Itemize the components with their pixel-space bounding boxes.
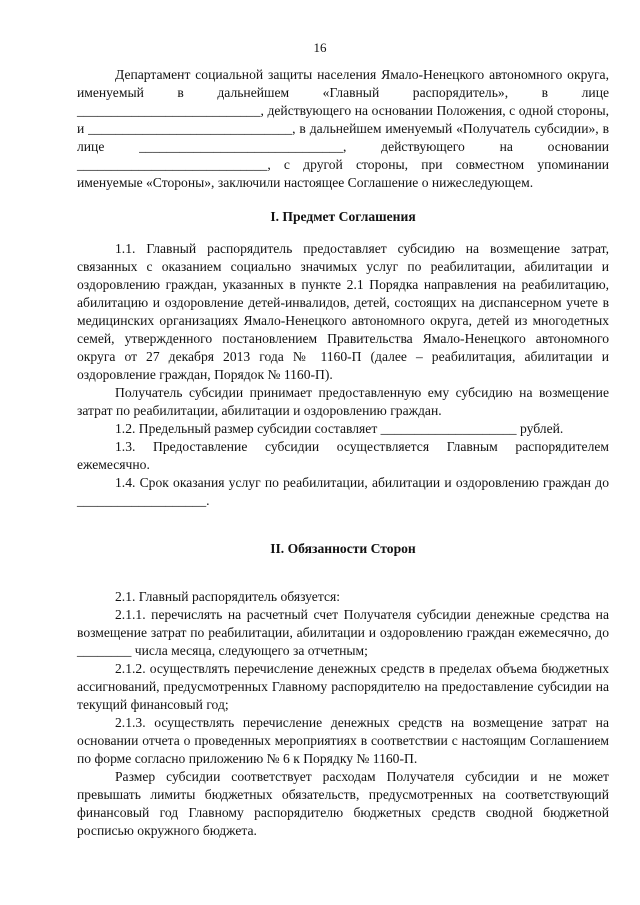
paragraph-2-1-2: 2.1.2. осуществлять перечисление денежных средств в пределах объема бюджетных ассигнований, предусмотренных Главному распорядителю на предоставление субсидии на текущий финансовый год; (77, 661, 609, 712)
paragraph-1-1: 1.1. Главный распорядитель предоставляет субсидию на возмещение затрат, связанных с оказанием социально значимых услуг по реабилитации, абилитации и оздоровлению граждан, указанных в пункте 2.1 Порядка направления на реабилитацию, абилитацию и оздоровление детей-инвалидов, детей, состоящих на диспансерном учете в медицинских организациях Ямало-Ненецкого автономного округа, детей из многодетных семей, утвержденного постановлением Правительства Ямало-Ненецкого автономного округа от 27 декабря 2013 года № 1160-П (далее – реабилитация, абилитации и оздоровление граждан, Порядок № 1160-П). (77, 241, 609, 382)
document-body (77, 66, 609, 840)
paragraph-1-3: 1.3. Предоставление субсидии осуществляется Главным распорядителем ежемесячно. (77, 439, 609, 472)
paragraph-2-1-1: 2.1.1. перечислять на расчетный счет Получателя субсидии денежные средства на возмещение затрат по реабилитации, абилитации и оздоровлению граждан ежемесячно, до ________ числа месяца, следующего за отчетным; (77, 607, 609, 658)
paragraph-subsidy-size: Размер субсидии соответствует расходам Получателя субсидии и не может превышать лимиты бюджетных обязательств, предусмотренных на соответствующий финансовый год Главному распорядителю бюджетных средств сводной бюджетной росписью окружного бюджета. (77, 769, 609, 838)
intro-paragraph: Департамент социальной защиты населения Ямало-Ненецкого автономного округа, именуемый в дальнейшем «Главный распорядитель», в лице ___________________________, действующего на основании Положения, с одной стороны, и ______________________________, в дальнейшем именуемый «Получатель субсидии», в лице ______________________________, действующего на основании ____________________________, с другой стороны, при совместном упоминании именуемые «Стороны», заключили настоящее Соглашение о нижеследующем. (77, 67, 609, 190)
section-1-title: I. Предмет Соглашения (270, 209, 416, 224)
paragraph-2-1-3: 2.1.3. осуществлять перечисление денежных средств на возмещение затрат на основании отчета о проведенных мероприятиях в соответствии с настоящим Соглашением по форме согласно приложению № 6 к Порядку № 1160-П. (77, 715, 609, 766)
paragraph-2-1: 2.1. Главный распорядитель обязуется: (115, 589, 341, 604)
section-2-title: II. Обязанности Сторон (270, 541, 416, 556)
paragraph-recipient-accepts: Получатель субсидии принимает предоставленную ему субсидию на возмещение затрат по реабилитации, абилитации и оздоровлению граждан. (77, 385, 609, 418)
paragraph-1-4: 1.4. Срок оказания услуг по реабилитации, абилитации и оздоровлению граждан до ___________________. (77, 475, 609, 508)
page-number: 16 (313, 40, 327, 55)
paragraph-1-2: 1.2. Предельный размер субсидии составляет ____________________ рублей. (115, 421, 564, 436)
